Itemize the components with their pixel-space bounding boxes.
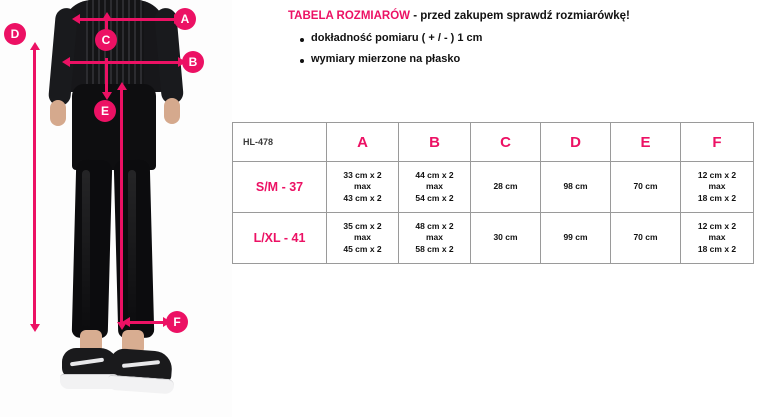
table-model-code: HL-478 bbox=[233, 123, 327, 162]
info-bullet-2-text: wymiary mierzone na płasko bbox=[311, 53, 461, 65]
bullet-dot-icon bbox=[300, 59, 304, 63]
table-header-row bbox=[233, 123, 754, 162]
badge-b: B bbox=[182, 51, 204, 73]
badge-f: F bbox=[166, 311, 188, 333]
table-header-e: E bbox=[611, 123, 681, 162]
cell-sm-c: 28 cm bbox=[471, 162, 541, 213]
cell-line: 54 cm x 2 bbox=[415, 192, 454, 203]
cell-line: max bbox=[353, 181, 371, 192]
size-chart-heading bbox=[288, 10, 738, 22]
cell-lxl-a bbox=[327, 213, 399, 264]
badge-d: D bbox=[4, 23, 26, 45]
size-info-block bbox=[288, 10, 738, 74]
info-bullet-2 bbox=[300, 53, 738, 65]
cell-line: 44 cm x 2 bbox=[415, 169, 454, 180]
cell-line: max bbox=[353, 232, 371, 243]
size-table bbox=[232, 122, 754, 264]
cell-sm-d: 98 cm bbox=[541, 162, 611, 213]
measure-arrow-c-down bbox=[102, 92, 112, 100]
fabric-sheen-right bbox=[128, 170, 136, 330]
cell-sm-e: 70 cm bbox=[611, 162, 681, 213]
cell-line: max bbox=[708, 232, 726, 243]
bullet-dot-icon bbox=[300, 38, 304, 42]
row-size-label: L/XL - 41 bbox=[233, 213, 327, 264]
cell-line: 18 cm x 2 bbox=[697, 243, 737, 254]
measure-arrow-d-down bbox=[30, 324, 40, 332]
cell-lxl-e: 70 cm bbox=[611, 213, 681, 264]
measure-line-b bbox=[70, 61, 178, 64]
table-header-c: C bbox=[471, 123, 541, 162]
measure-arrow-a-left bbox=[72, 14, 80, 24]
measure-line-d bbox=[33, 48, 36, 328]
cell-line: 18 cm x 2 bbox=[697, 192, 737, 203]
model-left-hand bbox=[50, 100, 66, 126]
cell-sm-a bbox=[327, 162, 399, 213]
measure-line-a bbox=[80, 18, 174, 21]
info-bullet-1-text: dokładność pomiaru ( + / - ) 1 cm bbox=[311, 32, 483, 44]
size-chart-heading-highlight: TABELA ROZMIARÓW bbox=[288, 10, 411, 22]
cell-line: 58 cm x 2 bbox=[415, 243, 454, 254]
cell-lxl-b bbox=[399, 213, 471, 264]
product-photo-panel bbox=[0, 0, 232, 417]
model-left-leg bbox=[72, 160, 113, 339]
cell-lxl-c: 30 cm bbox=[471, 213, 541, 264]
cell-line: 43 cm x 2 bbox=[343, 192, 382, 203]
badge-c: C bbox=[95, 29, 117, 51]
cell-line: 35 cm x 2 bbox=[343, 220, 382, 231]
measure-line-c-bottom bbox=[105, 58, 108, 96]
badge-a: A bbox=[174, 8, 196, 30]
cell-line: 48 cm x 2 bbox=[415, 220, 454, 231]
table-header-b: B bbox=[399, 123, 471, 162]
cell-line: 12 cm x 2 bbox=[697, 220, 737, 231]
cell-sm-f bbox=[681, 162, 754, 213]
badge-e: E bbox=[94, 100, 116, 122]
cell-line: 12 cm x 2 bbox=[697, 169, 737, 180]
cell-line: max bbox=[425, 181, 443, 192]
cell-sm-b bbox=[399, 162, 471, 213]
cell-line: max bbox=[708, 181, 726, 192]
measure-arrow-b-left bbox=[62, 57, 70, 67]
size-chart-heading-rest: - przed zakupem sprawdź rozmiarówkę! bbox=[410, 10, 630, 22]
row-size-label: S/M - 37 bbox=[233, 162, 327, 213]
table-row bbox=[233, 213, 754, 264]
table-row bbox=[233, 162, 754, 213]
cell-lxl-d: 99 cm bbox=[541, 213, 611, 264]
cell-line: max bbox=[425, 232, 443, 243]
table-header-d: D bbox=[541, 123, 611, 162]
info-bullet-1 bbox=[300, 32, 738, 44]
model-right-hand bbox=[164, 98, 180, 124]
measure-arrow-c-up bbox=[102, 12, 112, 20]
measure-arrow-e-up bbox=[117, 82, 127, 90]
cell-lxl-f bbox=[681, 213, 754, 264]
measure-arrow-d-up bbox=[30, 42, 40, 50]
measure-arrow-f-left bbox=[122, 317, 130, 327]
table-header-f: F bbox=[681, 123, 754, 162]
measure-line-f bbox=[128, 321, 166, 324]
cell-line: 33 cm x 2 bbox=[343, 169, 382, 180]
measure-line-e bbox=[120, 88, 123, 326]
cell-line: 45 cm x 2 bbox=[343, 243, 382, 254]
table-header-a: A bbox=[327, 123, 399, 162]
model-leggings-waist bbox=[72, 84, 156, 170]
fabric-sheen-left bbox=[82, 170, 90, 330]
